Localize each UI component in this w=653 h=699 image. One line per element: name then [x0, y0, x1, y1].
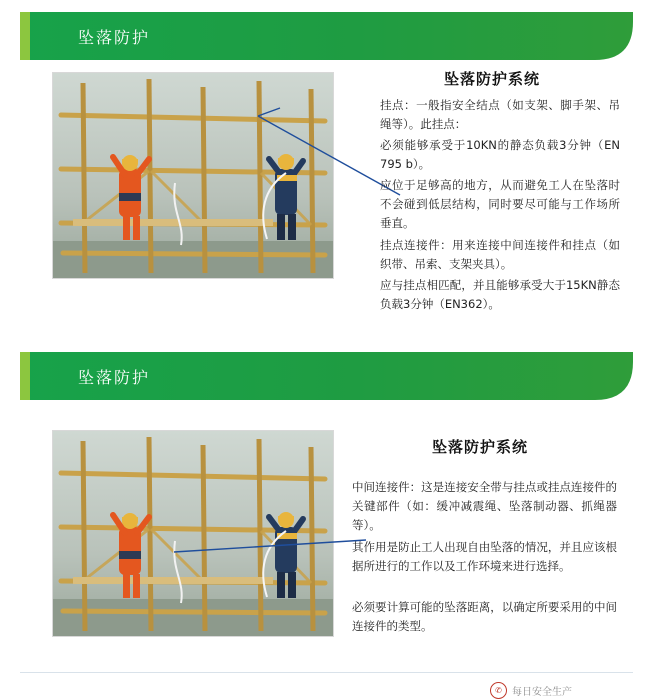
- slide-2-header-title: 坠落防护: [78, 368, 151, 387]
- slide-1-section-title: 坠落防护系统: [444, 70, 541, 88]
- page-bottom-divider: [20, 672, 633, 673]
- slide-2-header: [20, 352, 633, 400]
- slide-1-header-title: 坠落防护: [78, 28, 151, 47]
- slide-2-photo: [52, 430, 334, 637]
- slide-1-header: [20, 12, 633, 60]
- slide-1-para-2: 必须能够承受于10KN的静态负载3分钟（EN 795 b）。: [380, 138, 620, 171]
- slide-1-photo: [52, 72, 334, 279]
- slide-2-para-2: 其作用是防止工人出现自由坠落的情况，并且应该根据所进行的工作以及工作环境来进行选择。: [352, 540, 617, 573]
- slide-2-section-title: 坠落防护系统: [432, 438, 529, 456]
- slide-2-para-1: 中间连接件：这是连接安全带与挂点或挂点连接件的关键部件（如：缓冲减震绳、坠落制动器、抓绳器等）。: [352, 480, 617, 532]
- slide-1-para-5: 应与挂点相匹配，并且能够承受大于15KN静态负载3分钟（EN362）。: [380, 278, 620, 311]
- slide-2-watermark-label: 每日安全生产: [512, 687, 572, 698]
- wechat-ring-icon: ✆: [490, 682, 507, 699]
- slide-2: [20, 352, 633, 698]
- slide-1-para-1: 挂点：一般指安全结点（如支架、脚手架、吊绳等）。此挂点：: [380, 98, 620, 131]
- slide-1-body: [20, 60, 633, 311]
- slide-1: [20, 12, 633, 311]
- slide-1-para-4: 挂点连接件：用来连接中间连接件和挂点（如织带、吊索、支架夹具）。: [380, 238, 620, 271]
- slide-2-para-3: 必须要计算可能的坠落距离，以确定所要采用的中间连接件的类型。: [352, 600, 617, 633]
- slide-2-body: [20, 400, 633, 698]
- slide-1-para-3: 应位于足够高的地方，从而避免工人在坠落时不会碰到低层结构，同时要尽可能与工作场所垂直。: [380, 178, 620, 230]
- slide-2-watermark: [490, 682, 572, 699]
